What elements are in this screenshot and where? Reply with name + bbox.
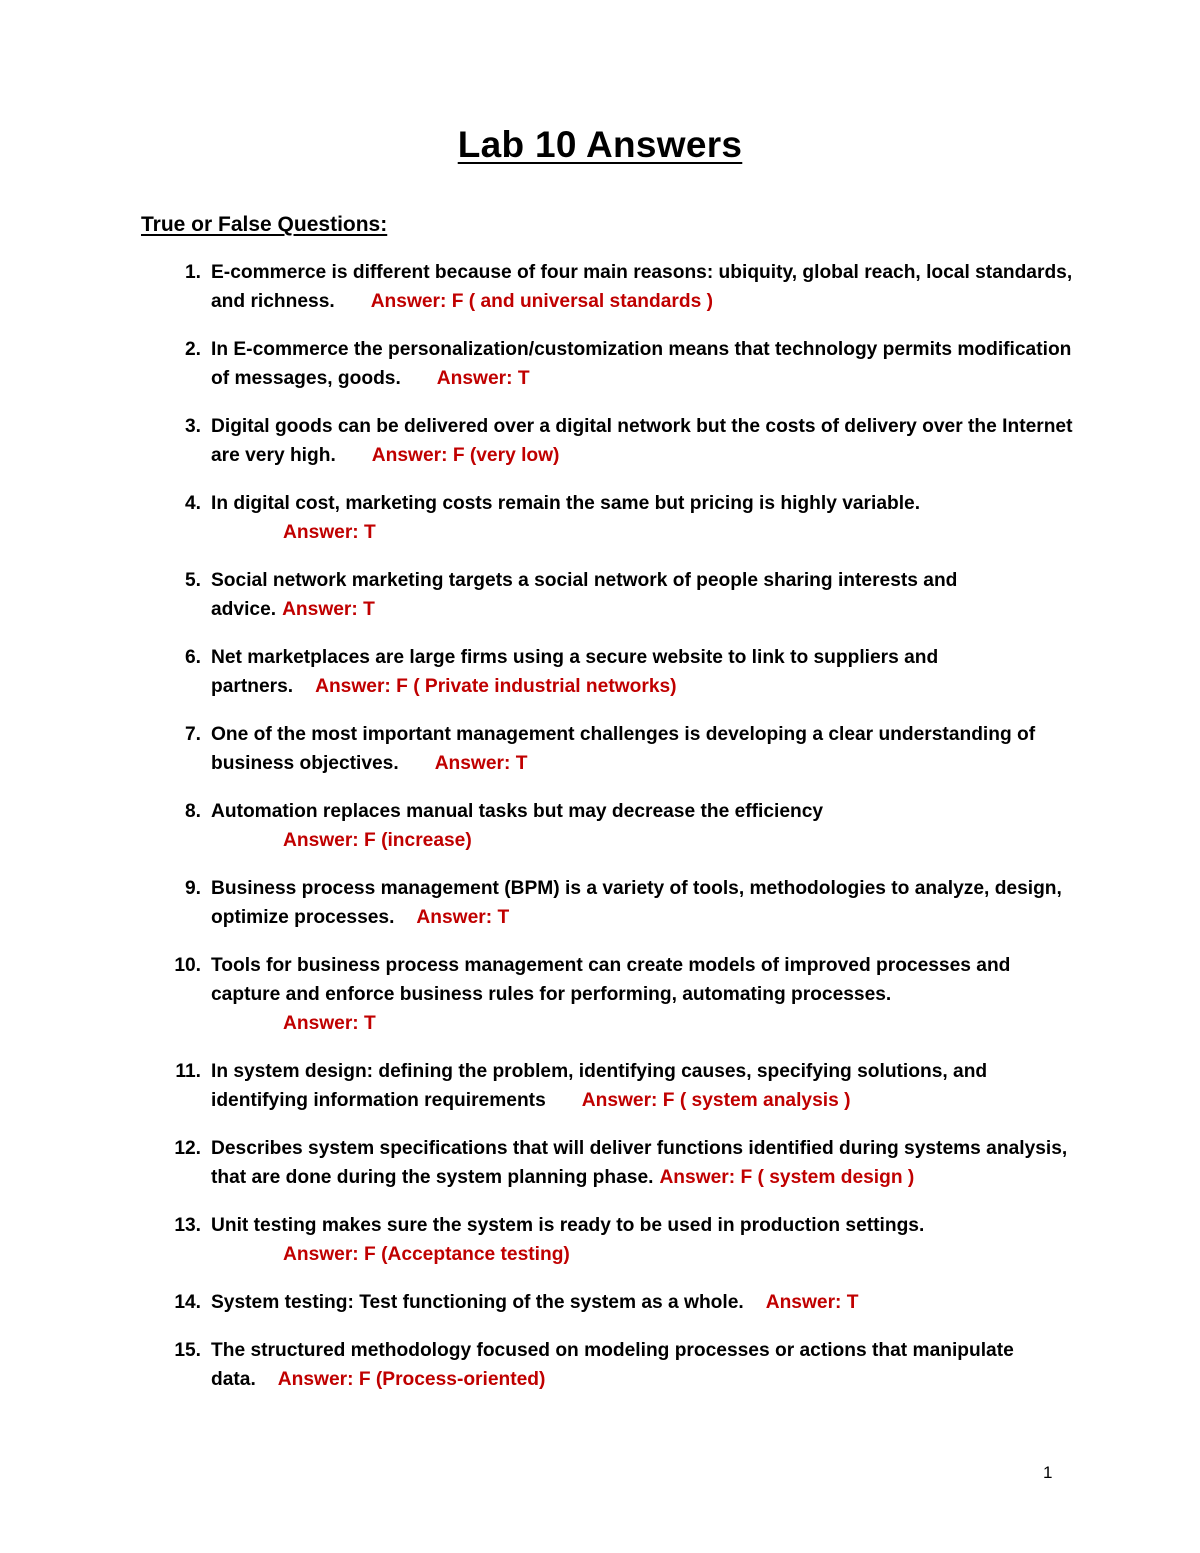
answer-text: Answer: F (Process-oriented) [277, 1369, 546, 1390]
question-text: Describes system specifications that will deliver functions identified during systems analysis, that are done during the system planning phase. [211, 1138, 1068, 1188]
question-text: In digital cost, marketing costs remain the same but pricing is highly variable. [211, 493, 921, 514]
question-text: The structured methodology focused on modeling processes or actions that manipulate data. [211, 1340, 1014, 1390]
page-title: Lab 10 Answers [457, 124, 743, 165]
section-heading: True or False Questions: [141, 213, 388, 236]
question-number: 14. [174, 1292, 201, 1313]
question-number: 11. [175, 1061, 201, 1082]
question-text: Automation replaces manual tasks but may decrease the efficiency [211, 801, 824, 822]
answer-text: Answer: T [765, 1292, 859, 1313]
question-number: 5. [184, 570, 201, 591]
answer-text: Answer: F (increase) [283, 830, 472, 851]
question-item [141, 1336, 1076, 1394]
answer-text: Answer: T [283, 522, 376, 543]
question-item [141, 1288, 1076, 1317]
question-item [141, 566, 1076, 624]
question-text: One of the most important management challenges is developing a clear understanding of business objectives. [211, 724, 1036, 774]
question-number: 2. [184, 339, 201, 360]
question-item [141, 412, 1076, 470]
question-item [141, 951, 1076, 1038]
answer-text: Answer: F ( system design ) [659, 1167, 915, 1188]
question-number: 13. [174, 1215, 201, 1236]
question-item [141, 874, 1076, 932]
question-item [141, 720, 1076, 778]
question-text: Net marketplaces are large firms using a secure website to link to suppliers and partners. [211, 647, 939, 697]
answer-text: Answer: T [434, 753, 528, 774]
answer-text: Answer: T [283, 1013, 376, 1034]
question-text: Tools for business process management can create models of improved processes and capture and enforce business rules for performing, automating processes. [211, 955, 1011, 1005]
question-number: 12. [174, 1138, 201, 1159]
question-number: 4. [184, 493, 201, 514]
answer-text: Answer: F (Acceptance testing) [283, 1244, 570, 1265]
question-number: 9. [184, 878, 201, 899]
answer-text: Answer: F ( and universal standards ) [370, 291, 713, 312]
question-text: In E-commerce the personalization/customization means that technology permits modification of messages, goods. [211, 339, 1072, 389]
question-number: 3. [184, 416, 201, 437]
question-item [141, 335, 1076, 393]
answer-text: Answer: T [416, 907, 510, 928]
question-item [141, 489, 1076, 547]
question-item [141, 258, 1076, 316]
answer-text: Answer: F ( Private industrial networks) [315, 676, 677, 697]
question-text: System testing: Test functioning of the system as a whole. [211, 1292, 744, 1313]
answer-text: Answer: F ( system analysis ) [581, 1090, 851, 1111]
answer-text: Answer: T [282, 599, 375, 620]
question-text: Unit testing makes sure the system is ready to be used in production settings. [211, 1215, 925, 1236]
question-item [141, 1057, 1076, 1115]
question-text: In system design: defining the problem, identifying causes, specifying solutions, and identifying information requirements [211, 1061, 988, 1111]
question-item [141, 797, 1076, 855]
question-number: 1. [184, 262, 201, 283]
answer-text: Answer: T [436, 368, 530, 389]
question-text: E-commerce is different because of four main reasons: ubiquity, global reach, local standards, and richness. [211, 262, 1073, 312]
question-number: 10. [174, 955, 201, 976]
question-text: Business process management (BPM) is a variety of tools, methodologies to analyze, design, optimize processes. [211, 878, 1062, 928]
question-item [141, 643, 1076, 701]
question-number: 8. [184, 801, 201, 822]
question-text: Social network marketing targets a social network of people sharing interests and advice. [211, 570, 958, 620]
question-item [141, 1134, 1076, 1192]
question-number: 15. [174, 1340, 201, 1361]
question-number: 6. [184, 647, 201, 668]
question-list [141, 258, 1076, 1413]
question-number: 7. [184, 724, 201, 745]
answer-text: Answer: F (very low) [371, 445, 560, 466]
question-text: Digital goods can be delivered over a digital network but the costs of delivery over the Internet are very high. [211, 416, 1073, 466]
page-number: 1 [1043, 1463, 1053, 1482]
question-item [141, 1211, 1076, 1269]
